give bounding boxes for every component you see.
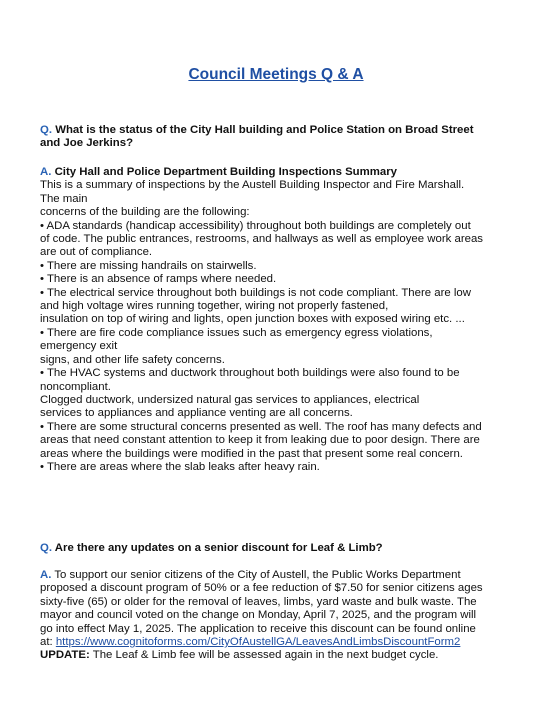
link-prefix: at:	[40, 636, 56, 649]
q-mark: Q.	[40, 542, 53, 554]
answer-2	[40, 569, 520, 663]
question-1	[40, 124, 520, 151]
a-mark: A.	[40, 166, 52, 178]
answer-1-line: insulation on top of wiring and lights, open junction boxes with exposed wiring etc. ...	[40, 313, 465, 326]
answer-1	[40, 166, 520, 474]
answer-1-line: noncompliant.	[40, 380, 111, 393]
page-title: Council Meetings Q & A	[188, 66, 364, 83]
question-2-text: Are there any updates on a senior discount for Leaf & Limb?	[54, 542, 383, 554]
update-text: The Leaf & Limb fee will be assessed again in the next budget cycle.	[89, 649, 439, 662]
answer-1-line: signs, and other life safety concerns.	[40, 353, 225, 366]
answer-1-line: • ADA standards (handicap accessibility) throughout both buildings are completely out	[40, 219, 471, 232]
answer-1-line: • There are missing handrails on stairwells.	[40, 259, 257, 272]
question-2	[40, 542, 520, 555]
answer-1-line: • There are some structural concerns presented as well. The roof has many defects and	[40, 420, 482, 433]
answer-1-line: services to appliances and appliance venting are all concerns.	[40, 407, 353, 420]
answer-1-line: concerns of the building are the following:	[40, 206, 250, 219]
update-label: UPDATE:	[40, 649, 90, 662]
question-1-line-1: What is the status of the City Hall building and Police Station on Broad Street	[55, 124, 474, 136]
answer-1-line: are out of compliance.	[40, 246, 153, 259]
answer-1-line: This is a summary of inspections by the Austell Building Inspector and Fire Marshall.	[40, 179, 465, 192]
answer-1-line: • The electrical service throughout both buildings is not code compliant. There are low	[40, 286, 471, 299]
question-1-line-2: and Joe Jerkins?	[40, 137, 134, 150]
answer-1-line: • The HVAC systems and ductwork throughout both buildings were also found to be	[40, 367, 460, 380]
answer-1-line: and high voltage wires running together, wiring not properly fastened,	[40, 300, 389, 313]
answer-1-line: of code. The public entrances, restrooms, and hallways as well as employee work areas	[40, 233, 483, 246]
a-mark: A.	[40, 569, 52, 581]
answer-1-line: emergency exit	[40, 340, 118, 353]
answer-1-line: areas where the buildings were modified in the past that present some real concern.	[40, 447, 463, 460]
answer-1-line: • There are areas where the slab leaks after heavy rain.	[40, 460, 320, 473]
answer-2-line: To support our senior citizens of the City of Austell, the Public Works Department	[51, 569, 461, 581]
answer-2-line: sixty-five (65) or older for the removal of leaves, limbs, yard waste and bulk waste. The	[40, 595, 477, 608]
answer-2-line: mayor and council voted on the change on Monday, April 7, 2025, and the program will	[40, 609, 477, 622]
answer-1-line: The main	[40, 192, 88, 205]
discount-form-link[interactable]: https://www.cognitoforms.com/CityOfAustellGA/LeavesAndLimbsDiscountForm2	[55, 636, 461, 649]
answer-2-line: go into effect May 1, 2025. The application to receive this discount can be found online	[40, 622, 476, 635]
answer-1-heading: City Hall and Police Department Building Inspections Summary	[51, 166, 397, 178]
answer-1-line: areas that need constant attention to keep it from leaking due to poor design. There are	[40, 434, 480, 447]
answer-1-line: • There are fire code compliance issues such as emergency egress violations,	[40, 326, 433, 339]
answer-2-line: proposed a discount program of 50% or a fee reduction of $7.50 for senior citizens ages	[40, 582, 483, 595]
answer-1-line: • There is an absence of ramps where needed.	[40, 273, 277, 286]
q-mark: Q.	[40, 124, 53, 136]
answer-1-line: Clogged ductwork, undersized natural gas services to appliances, electrical	[40, 393, 420, 406]
